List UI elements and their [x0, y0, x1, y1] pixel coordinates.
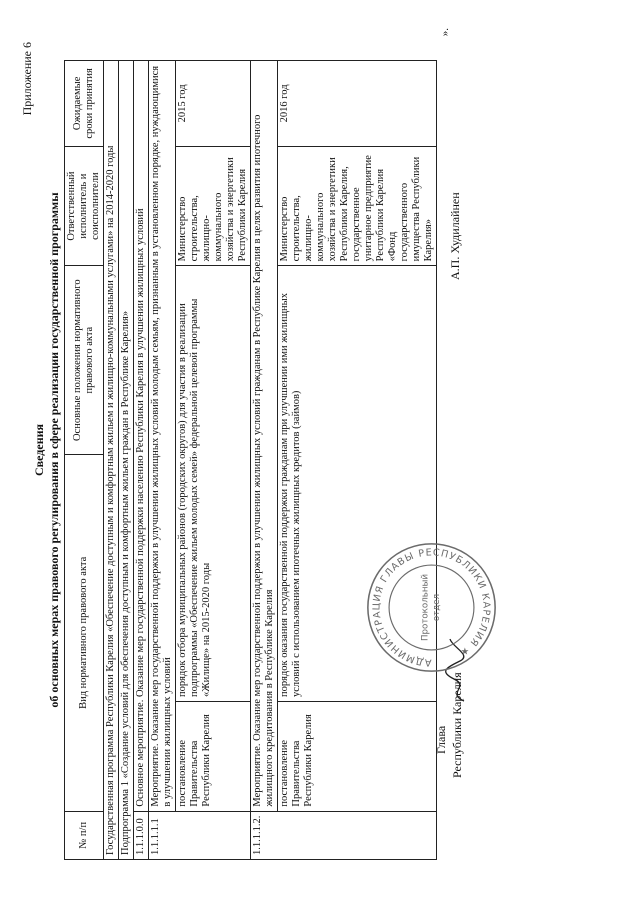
event2-deadline: 2016 год	[278, 61, 437, 147]
signature-position-line2: Республики Карелия	[450, 672, 464, 778]
header-provisions: Основные положения нормативного правового акта	[65, 266, 104, 455]
svg-text:отдел: отдел	[432, 593, 443, 622]
signature-position-line1: Глава	[434, 725, 448, 754]
event2-heading-row	[251, 61, 278, 860]
subprogram-row	[119, 61, 134, 860]
event2-num: 1.1.1.1.2.	[251, 811, 437, 859]
svg-text:АДМИНИСТРАЦИЯ ГЛАВЫ РЕСПУБЛИКИ: АДМИНИСТРАЦИЯ ГЛАВЫ РЕСПУБЛИКИ КАРЕЛИЯ ★	[371, 547, 492, 668]
document-title: Сведения	[32, 423, 46, 477]
main-event-row	[134, 61, 149, 860]
event1-heading-row	[149, 61, 176, 860]
event1-act-type: постановление Правительства Республики Карелия	[176, 702, 251, 812]
header-act-type: Вид нормативного правового акта	[65, 454, 104, 811]
main-event-text: Основное мероприятие. Оказание мер государственной поддержки населению Республики Карелия в улучшении жилищных условий	[134, 61, 149, 812]
event1-deadline: 2015 год	[176, 61, 251, 147]
program-row	[104, 61, 119, 860]
document-subtitle: об основных мерах правового регулирования в сфере реализации государственной программы	[47, 192, 61, 708]
event1-num: 1.1.1.1.1	[149, 811, 251, 859]
measures-table	[64, 60, 437, 860]
signatory-name: А.П. Худилайнен	[448, 192, 462, 280]
official-stamp	[364, 540, 499, 675]
event1-detail-row	[176, 61, 251, 860]
event2-provisions: порядок оказания государственной поддержки гражданам при улучшении ими жилищных условий с использованием ипотечных жилищных кредитов (займов)	[278, 266, 437, 702]
event2-executor: Министерство строительства, жилищно-коммунального хозяйства и энергетики Республики Карелия, государственное унитарное предприятие Республики Карелия «Фонд государственного имущества Республики Карелия»	[278, 146, 437, 266]
svg-text:Протокольный: Протокольный	[420, 574, 431, 641]
landscape-document	[14, 20, 492, 880]
event1-executor: Министерство строительства, жилищно-коммунального хозяйства и энергетики Республики Карелия	[176, 146, 251, 266]
event1-provisions: порядок отбора муниципальных районов (городских округов) для участия в реализации подпрограммы «Обеспечение жильем молодых семей» федеральной целевой программы «Жилище» на 2015-2020 годы	[176, 266, 251, 702]
event2-act-type: постановление Правительства Республики Карелия	[278, 702, 437, 812]
event1-text: Мероприятие. Оказание мер государственной поддержки в улучшении жилищных условий молодым семьям, признанным в установленном порядке, нуждающимися в улучшении жилищных условий	[149, 61, 176, 812]
annex-label: Приложение 6	[20, 42, 34, 116]
table-header-row	[65, 61, 104, 860]
program-cell: Государственная программа Республики Карелия «Обеспечение доступным и комфортным жильем и жилищно-коммунальными услугами» на 2014-2020 годы	[104, 61, 119, 860]
header-num: № п/п	[65, 811, 104, 859]
header-executor: Ответственный исполнитель и соисполнители	[65, 146, 104, 266]
main-event-num: 1.1.1.0.0	[134, 811, 149, 859]
event2-text: Мероприятие. Оказание мер государственной поддержки в улучшении жилищных условий гражданам в Республике Карелия в целях развития ипотечного жилищного кредитования в Республике Карелия	[251, 61, 278, 812]
event2-detail-row	[278, 61, 437, 860]
closing-quote: ».	[439, 28, 451, 37]
header-deadline: Ожидаемые сроки принятия	[65, 61, 104, 147]
subprogram-cell: Подпрограмма 1 «Создание условий для обеспечения доступным и комфортным жильем граждан в Республике Карелия»	[119, 61, 134, 860]
